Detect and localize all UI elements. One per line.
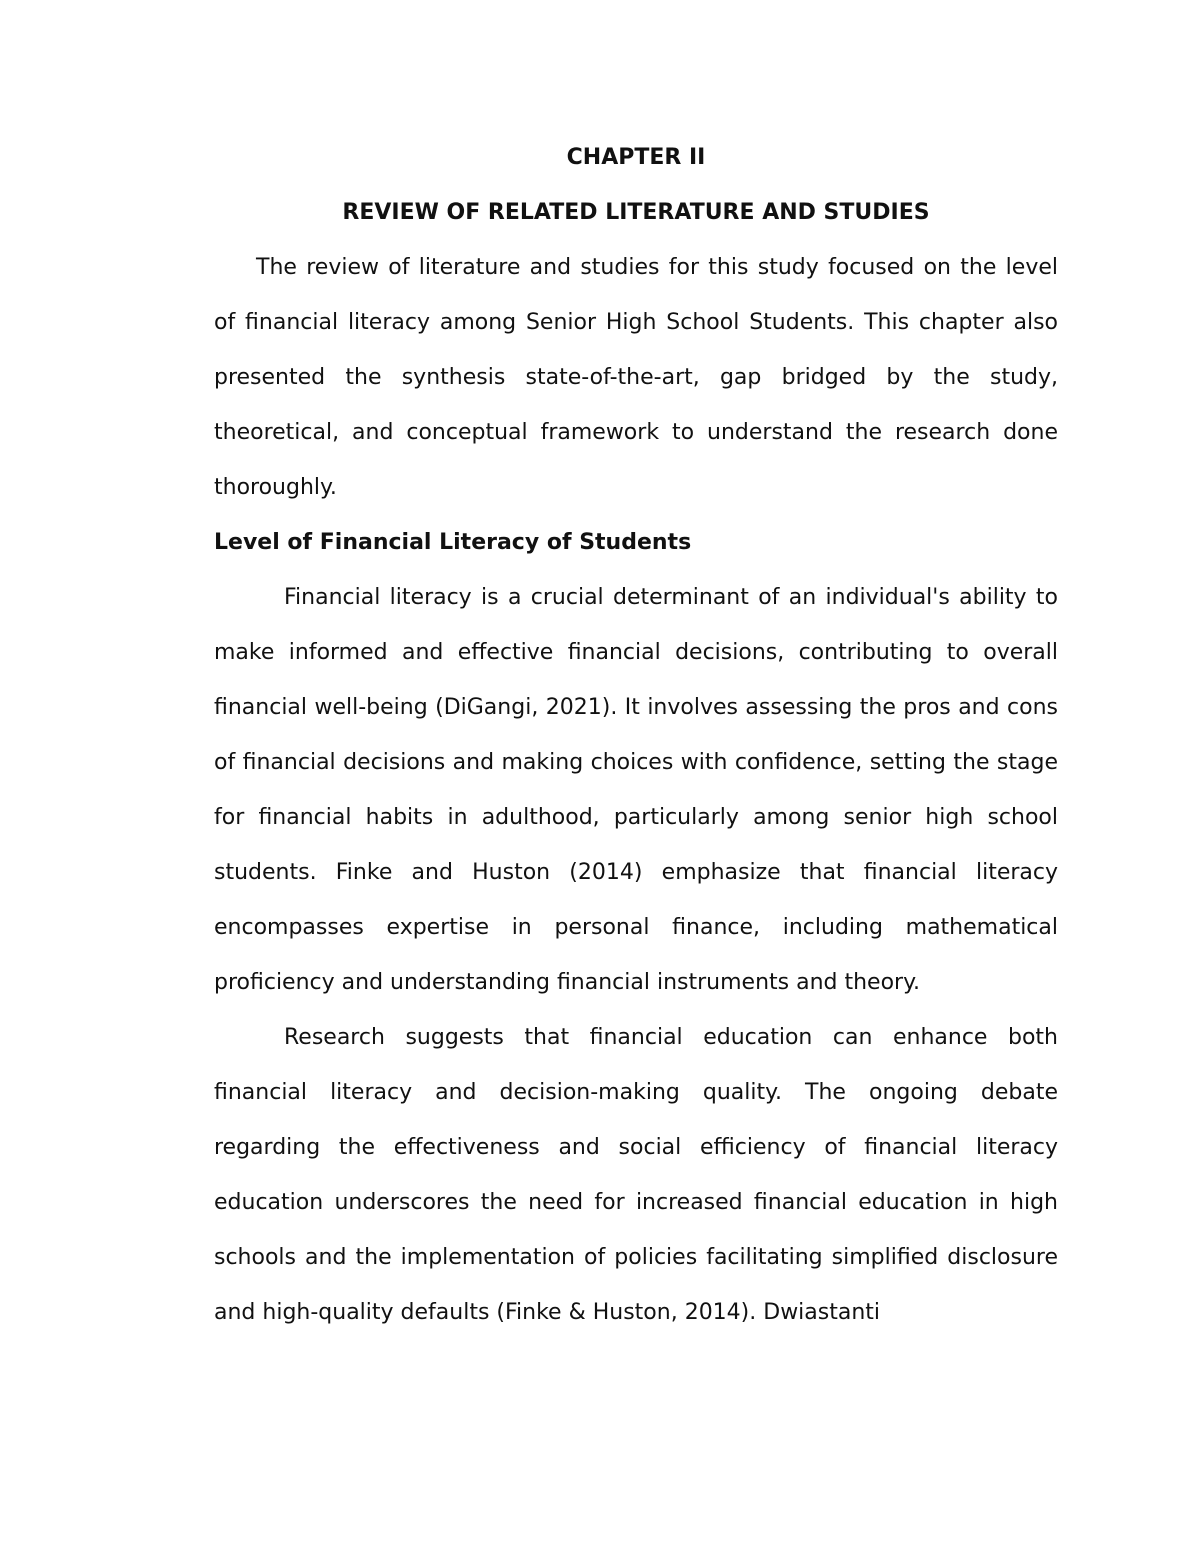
document-body [214,130,1058,1340]
body-paragraph: Research suggests that financial education can enhance both financial literacy and decision-making quality. The ongoing debate regarding the effectiveness and social efficiency of financial literacy education underscores the need for increased financial education in high schools and the implementation of policies facilitating simplified disclosure and high-quality defaults (Finke & Huston, 2014). Dwiastanti [214,1025,1058,1325]
section-heading: Level of Financial Literacy of Students [214,530,692,555]
body-paragraph: Financial literacy is a crucial determinant of an individual's ability to make informed and effective financial decisions, contributing to overall financial well-being (DiGangi, 2021). It involves assessing the pros and cons of financial decisions and making choices with confidence, setting the stage for financial habits in adulthood, particularly among senior high school students. Finke and Huston (2014) emphasize that financial literacy encompasses expertise in personal finance, including mathematical proficiency and understanding financial instruments and theory. [214,585,1058,995]
chapter-title: REVIEW OF RELATED LITERATURE AND STUDIES [342,200,930,225]
intro-paragraph: The review of literature and studies for this study focused on the level of financial literacy among Senior High School Students. This chapter also presented the synthesis state-of-the-art, gap bridged by the study, theoretical, and conceptual framework to understand the research done thoroughly. [214,255,1058,500]
chapter-number: CHAPTER II [566,145,706,170]
